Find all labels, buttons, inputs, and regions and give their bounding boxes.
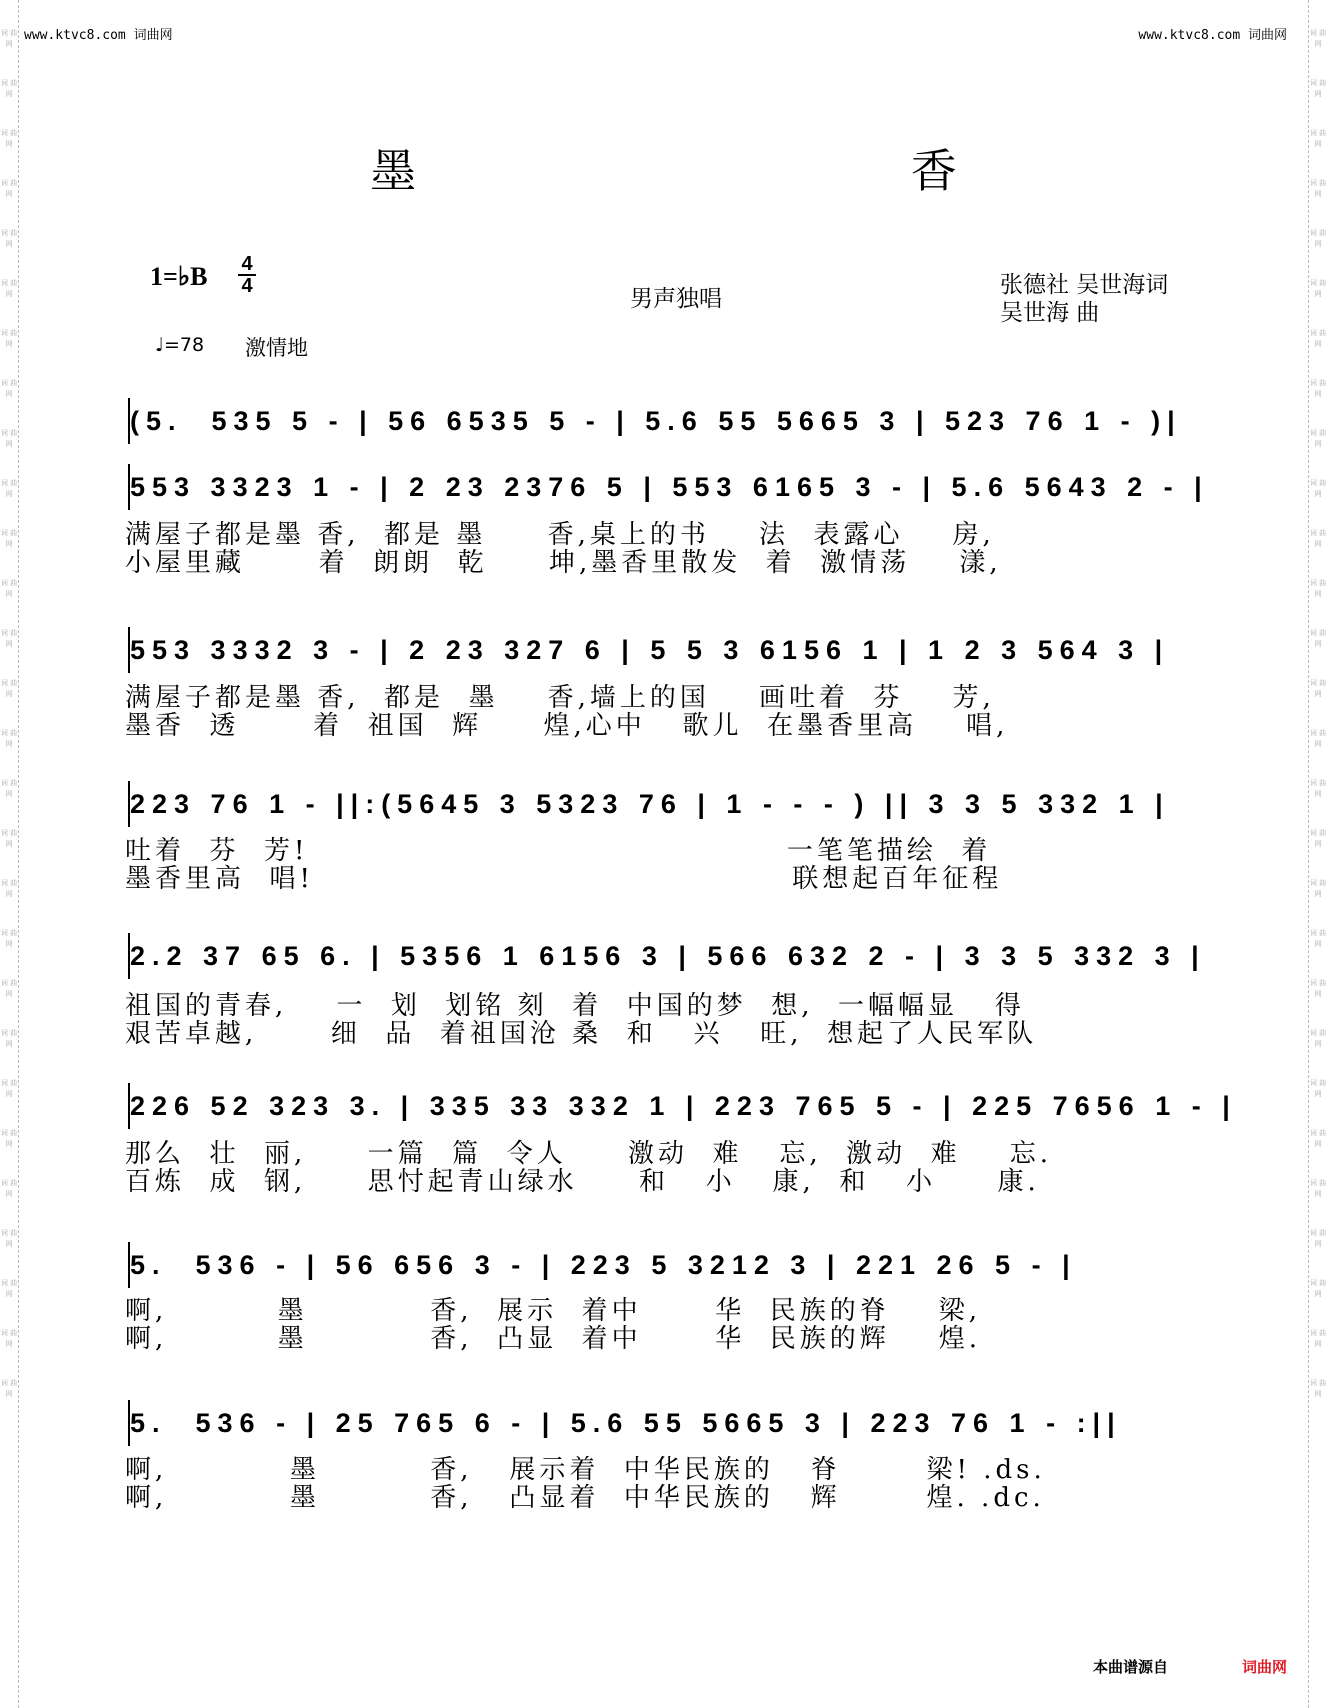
side-watermark-text: 词 曲 网 xyxy=(0,229,18,248)
side-watermark-text: 词 曲 网 xyxy=(1309,879,1327,898)
lyric-line: 满屋子都是墨 香, 都是 墨 香,桌上的书 法 表露心 房, xyxy=(125,520,995,550)
lyric-line: 祖国的青春, 一 划 划铭 刻 着 中国的梦 想, 一幅幅显 得 xyxy=(125,991,1025,1021)
side-watermark-text: 词 曲 网 xyxy=(1309,1079,1327,1098)
side-watermark-text: 词 曲 网 xyxy=(0,929,18,948)
side-watermark-text: 词 曲 网 xyxy=(0,1229,18,1248)
side-watermark-text: 词 曲 网 xyxy=(0,829,18,848)
expression-marking: 激情地 xyxy=(245,336,308,360)
side-watermark-text: 词 曲 网 xyxy=(1309,29,1327,48)
side-watermark-text: 词 曲 网 xyxy=(0,29,18,48)
side-watermark-text: 词 曲 网 xyxy=(0,1129,18,1148)
lyric-line: 满屋子都是墨 香, 都是 墨 香,墙上的国 画吐着 芬 芳, xyxy=(125,683,995,713)
side-watermark-text: 词 曲 网 xyxy=(1309,529,1327,548)
footer-source: 本曲谱源自 xyxy=(1093,1658,1169,1676)
side-watermark-text: 词 曲 网 xyxy=(1309,1329,1327,1348)
notation-row: 226 52 323 3. | 335 33 332 1 | 223 765 5 - | 225 7656 1 - | xyxy=(128,1083,1240,1129)
lyric-line: 墨香里高 唱! 联想起百年征程 xyxy=(125,864,1003,894)
side-watermark-text: 词 曲 网 xyxy=(0,529,18,548)
side-watermark-text: 词 曲 网 xyxy=(1309,829,1327,848)
time-signature-bottom: 4 xyxy=(238,274,256,296)
side-watermark-text: 词 曲 网 xyxy=(0,129,18,148)
side-watermark-text: 词 曲 网 xyxy=(1309,179,1327,198)
side-watermark-text: 词 曲 网 xyxy=(0,979,18,998)
lyric-line: 那么 壮 丽, 一篇 篇 令人 激动 难 忘, 激动 难 忘. xyxy=(125,1139,1052,1169)
side-watermark-text: 词 曲 网 xyxy=(0,79,18,98)
side-watermark-text: 词 曲 网 xyxy=(0,179,18,198)
notation-row: 553 3323 1 - | 2 23 2376 5 | 553 6165 3 - | 5.6 5643 2 - | xyxy=(128,464,1240,510)
side-watermark-text: 词 曲 网 xyxy=(1309,129,1327,148)
song-title: 墨 香 xyxy=(370,144,1197,198)
header-site-left: www.ktvc8.com 词曲网 xyxy=(24,28,173,43)
side-watermark-text: 词 曲 网 xyxy=(1309,729,1327,748)
lyric-line: 吐着 芬 芳! 一笔笔描绘 着 xyxy=(125,836,992,866)
left-margin-watermark xyxy=(0,0,19,1708)
side-watermark-text: 词 曲 网 xyxy=(0,579,18,598)
side-watermark-text: 词 曲 网 xyxy=(1309,629,1327,648)
side-watermark-text: 词 曲 网 xyxy=(0,679,18,698)
notation-row: 5. 536 - | 25 765 6 - | 5.6 55 5665 3 | 223 76 1 - :|| xyxy=(128,1400,1240,1446)
lyric-line: 啊, 墨 香, 凸显着 中华民族的 辉 煌. .dc. xyxy=(125,1483,1045,1513)
lyric-line: 啊, 墨 香, 展示 着中 华 民族的脊 梁, xyxy=(125,1296,982,1326)
lyricist-credit: 张德社 吴世海词 xyxy=(1000,272,1169,298)
notation-row: 553 3332 3 - | 2 23 327 6 | 5 5 3 6156 1 | 1 2 3 564 3 | xyxy=(128,627,1240,673)
side-watermark-text: 词 曲 网 xyxy=(0,779,18,798)
side-watermark-text: 词 曲 网 xyxy=(0,1329,18,1348)
side-watermark-text: 词 曲 网 xyxy=(1309,1179,1327,1198)
side-watermark-text: 词 曲 网 xyxy=(1309,1129,1327,1148)
side-watermark-text: 词 曲 网 xyxy=(0,729,18,748)
side-watermark-text: 词 曲 网 xyxy=(0,479,18,498)
side-watermark-text: 词 曲 网 xyxy=(0,1379,18,1398)
lyric-line: 小屋里藏 着 朗朗 乾 坤,墨香里散发 着 激情荡 漾, xyxy=(125,548,1002,578)
side-watermark-text: 词 曲 网 xyxy=(0,879,18,898)
side-watermark-text: 词 曲 网 xyxy=(1309,679,1327,698)
side-watermark-text: 词 曲 网 xyxy=(1309,1229,1327,1248)
composer-credit: 吴世海 曲 xyxy=(1000,300,1100,326)
lyric-line: 艰苦卓越, 细 品 着祖国沧 桑 和 兴 旺, 想起了人民军队 xyxy=(125,1019,1038,1049)
side-watermark-text: 词 曲 网 xyxy=(1309,279,1327,298)
side-watermark-text: 词 曲 网 xyxy=(0,629,18,648)
side-watermark-text: 词 曲 网 xyxy=(0,1179,18,1198)
side-watermark-text: 词 曲 网 xyxy=(1309,579,1327,598)
lyric-line: 百炼 成 钢, 思忖起青山绿水 和 小 康, 和 小 康. xyxy=(125,1167,1040,1197)
side-watermark-text: 词 曲 网 xyxy=(1309,329,1327,348)
side-watermark-text: 词 曲 网 xyxy=(1309,779,1327,798)
tempo-marking: ♩=78 xyxy=(155,334,205,356)
notation-row: 223 76 1 - ||:(5645 3 5323 76 | 1 - - - ) || 3 3 5 332 1 | xyxy=(128,781,1240,827)
side-watermark-text: 词 曲 网 xyxy=(0,429,18,448)
notation-row: (5. 535 5 - | 56 6535 5 - | 5.6 55 5665 3 | 523 76 1 - )| xyxy=(128,398,1240,444)
footer-brand: 词曲网 xyxy=(1242,1658,1288,1676)
notation-row: 2.2 37 65 6. | 5356 1 6156 3 | 566 632 2 - | 3 3 5 332 3 | xyxy=(128,933,1240,979)
side-watermark-text: 词 曲 网 xyxy=(1309,229,1327,248)
side-watermark-text: 词 曲 网 xyxy=(0,1279,18,1298)
lyric-line: 啊, 墨 香, 展示着 中华民族的 脊 梁! .ds. xyxy=(125,1455,1046,1485)
time-signature xyxy=(238,254,256,296)
side-watermark-text: 词 曲 网 xyxy=(1309,79,1327,98)
side-watermark-text: 词 曲 网 xyxy=(0,279,18,298)
key-signature: 1=♭B xyxy=(150,262,208,291)
side-watermark-text: 词 曲 网 xyxy=(1309,1279,1327,1298)
side-watermark-text: 词 曲 网 xyxy=(1309,979,1327,998)
lyric-line: 啊, 墨 香, 凸显 着中 华 民族的辉 煌. xyxy=(125,1324,982,1354)
side-watermark-text: 词 曲 网 xyxy=(1309,1379,1327,1398)
side-watermark-text: 词 曲 网 xyxy=(0,1029,18,1048)
right-margin-watermark xyxy=(1308,0,1327,1708)
notation-row: 5. 536 - | 56 656 3 - | 223 5 3212 3 | 221 26 5 - | xyxy=(128,1242,1240,1288)
lyric-line: 墨香 透 着 祖国 辉 煌,心中 歌儿 在墨香里高 唱, xyxy=(125,711,1009,741)
side-watermark-text: 词 曲 网 xyxy=(1309,379,1327,398)
side-watermark-text: 词 曲 网 xyxy=(1309,1029,1327,1048)
voice-type: 男声独唱 xyxy=(630,286,722,312)
side-watermark-text: 词 曲 网 xyxy=(0,379,18,398)
side-watermark-text: 词 曲 网 xyxy=(0,329,18,348)
header-site-right: www.ktvc8.com 词曲网 xyxy=(1138,28,1287,43)
side-watermark-text: 词 曲 网 xyxy=(1309,479,1327,498)
side-watermark-text: 词 曲 网 xyxy=(0,1079,18,1098)
side-watermark-text: 词 曲 网 xyxy=(1309,929,1327,948)
time-signature-top: 4 xyxy=(241,253,253,275)
side-watermark-text: 词 曲 网 xyxy=(1309,429,1327,448)
